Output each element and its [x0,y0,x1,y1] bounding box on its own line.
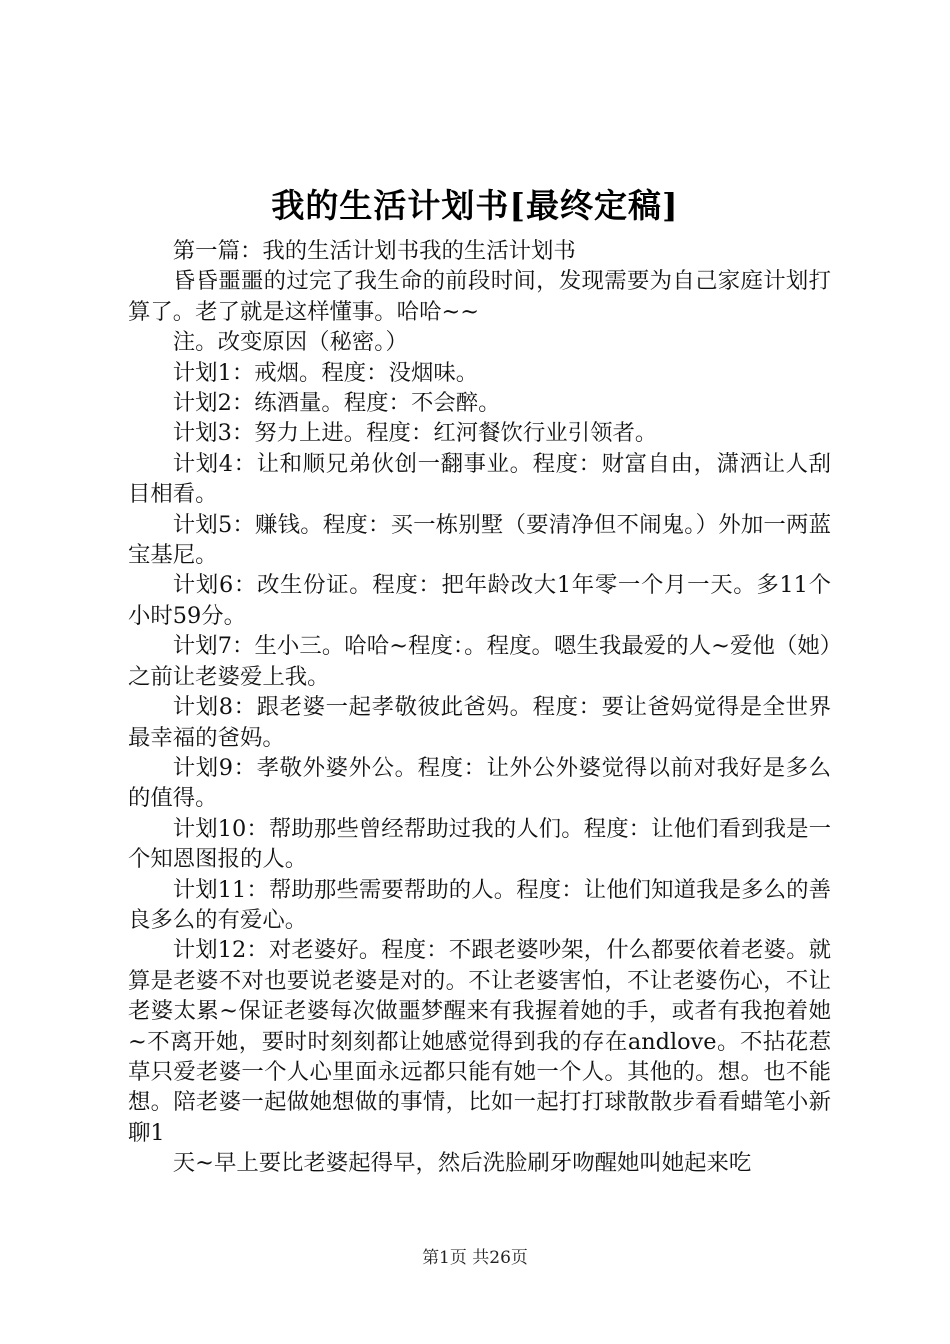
paragraph: 计划2：练酒量。程度：不会醉。 [172,390,501,417]
paragraph: 天~早上要比老婆起得早，然后洗脸刷牙吻醒她叫她起来吃 [172,1150,752,1177]
paragraph: 计划8：跟老婆一起孝敬彼此爸妈。程度：要让爸妈觉得是全世界最幸福的爸妈。 [128,694,831,751]
paragraph: 第一篇：我的生活计划书我的生活计划书 [172,238,576,264]
paragraph: 计划9：孝敬外婆外公。程度：让外公外婆觉得以前对我好是多么的值得。 [128,754,831,812]
paragraph: 计划11：帮助那些需要帮助的人。程度：让他们知道我是多么的善良多么的有爱心。 [128,876,831,933]
paragraph: 计划3：努力上进。程度：红河餐饮行业引领者。 [172,420,658,447]
paragraph: 计划4：让和顺兄弟伙创一翻事业。程度：财富自由，潇洒让人刮目相看。 [128,450,831,508]
paragraph: 计划5：赚钱。程度：买一栋别墅（要清净但不闹鬼。）外加一两蓝宝基尼。 [128,511,831,569]
paragraph: 计划12：对老婆好。程度：不跟老婆吵架，什么都要依着老婆。就算是老婆不对也要说老婆是对的。不让老婆害怕，不让老婆伤心，不让老婆太累~保证老婆每次做噩梦醒来有我握着她的手，或者有我抱着她~不离开她，要时时刻刻都让她感觉得到我的存在andlove。不拈花惹草只爱老婆一个人心里面永远都只能有她一个人。其他的。想。也不能想。陪老婆一起做她想做的事情，比如一起打打球散散步看看蜡笔小新聊1 [128,937,831,1146]
document-title: 我的生活计划书[最终定稿] [271,186,679,225]
document-body [128,236,831,1179]
paragraph: 计划6：改生份证。程度：把年龄改大1年零一个月一天。多11个小时59分。 [128,572,831,629]
paragraph: 计划1：戒烟。程度：没烟味。 [172,359,479,386]
page-number-footer: 第1页 共26页 [422,1248,528,1268]
paragraph: 注。改变原因（秘密。） [172,329,408,356]
paragraph: 计划10：帮助那些曾经帮助过我的人们。程度：让他们看到我是一个知恩图报的人。 [128,815,831,873]
paragraph: 昏昏噩噩的过完了我生命的前段时间，发现需要为自己家庭计划打算了。老了就是这样懂事。哈哈~~ [128,268,831,325]
paragraph: 计划7：生小三。哈哈~程度：。程度。嗯生我最爱的人~爱他（她）之前让老婆爱上我。 [128,633,831,690]
